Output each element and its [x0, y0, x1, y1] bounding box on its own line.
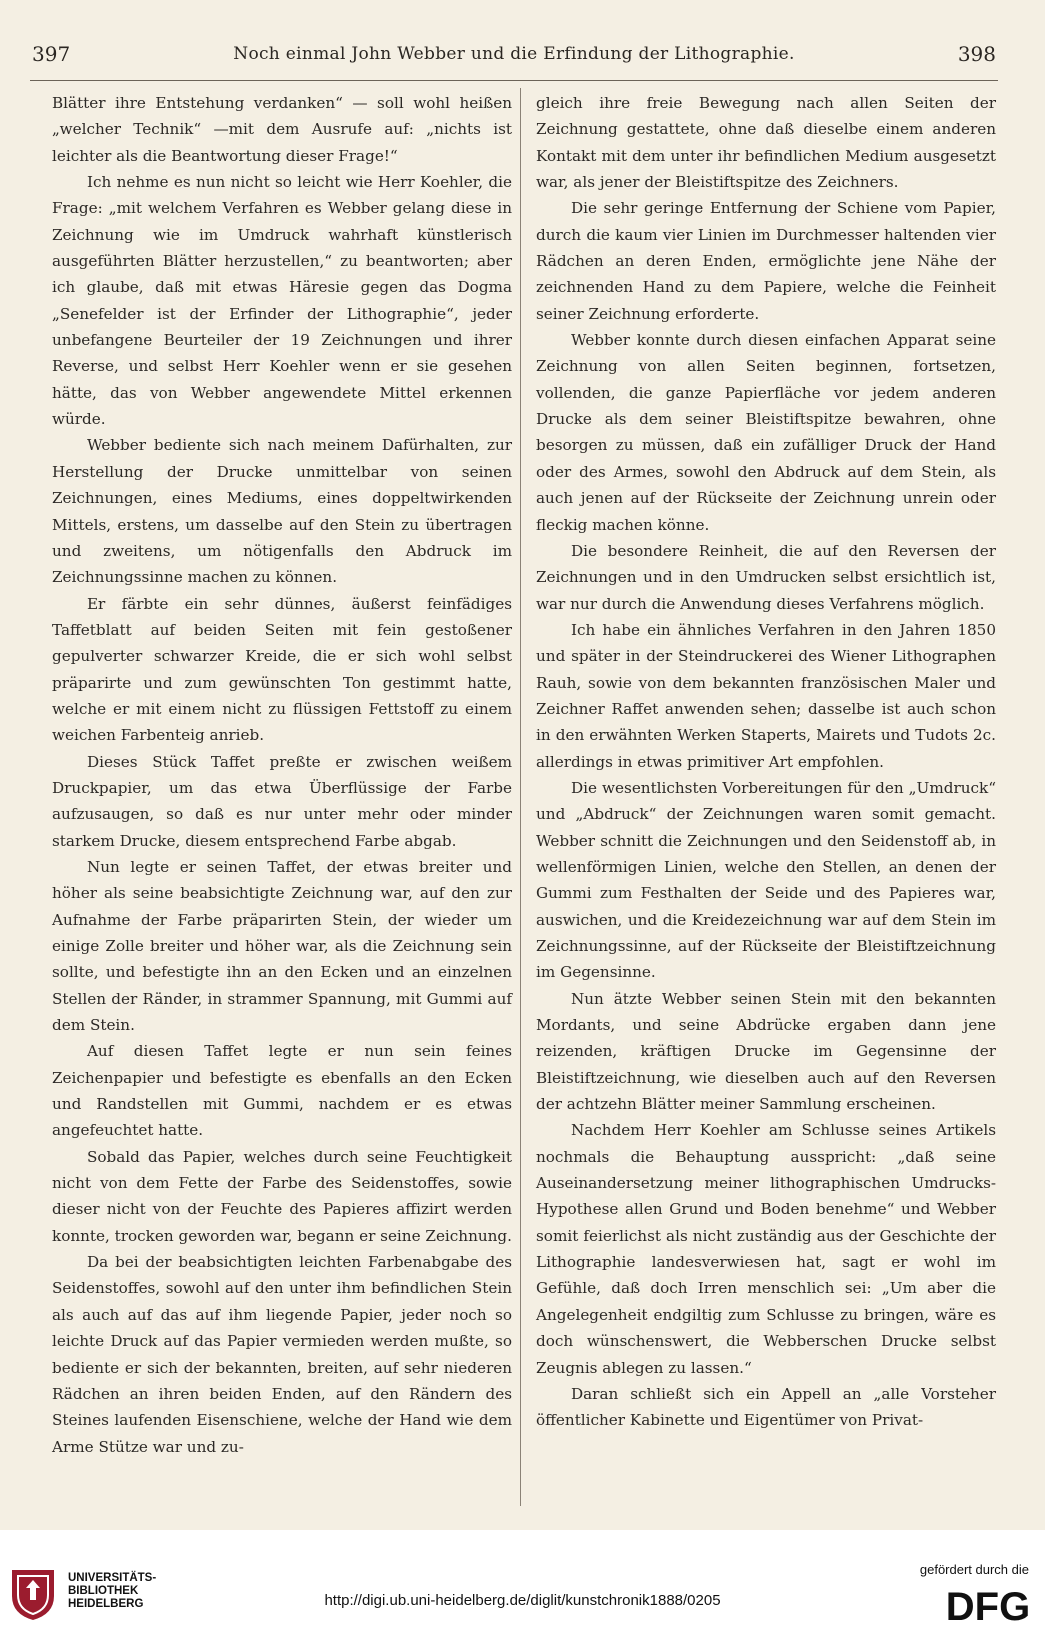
page-number-right: 398 — [957, 42, 996, 66]
page-number-left: 397 — [32, 42, 71, 66]
funding-note: gefördert durch die — [919, 1562, 1029, 1577]
column-divider — [520, 88, 521, 1506]
paragraph: Daran schließt sich ein Appell an „alle Vorsteher öffentlicher Kabinette und Eigentümer von Privat- — [536, 1384, 996, 1430]
paragraph: Auf diesen Taffet legte er nun sein feines Zeichenpapier und befestigte es ebenfalls an den Ecken und Randstellen mit Gummi, nachdem er es etwas angefeuchtet hatte. — [52, 1042, 512, 1140]
dfg-logo-text: DFG — [945, 1585, 1031, 1626]
running-title: Noch einmal John Webber und die Erfindung der Lithographie. — [233, 44, 795, 64]
source-url[interactable]: http://digi.ub.uni-heidelberg.de/diglit/kunstchronik1888/0205 — [324, 1592, 721, 1609]
right-column — [536, 90, 996, 1434]
running-head — [30, 38, 998, 68]
paragraph: Dieses Stück Taffet preßte er zwischen weißem Druckpapier, um das etwa Überflüssige der Farbe aufzusaugen, so daß es nur unter mehr oder minder starkem Drucke, diesem entsprechend Farbe abgab. — [52, 752, 512, 850]
paragraph: Blätter ihre Entstehung verdanken“ — soll wohl heißen „welcher Technik“ —mit dem Ausrufe auf: „nichts ist leichter als die Beantwortung dieser Frage!“ — [52, 94, 512, 165]
header-rule — [30, 80, 998, 81]
paragraph: Nachdem Herr Koehler am Schlusse seines Artikels nochmals die Behauptung ausspricht: „daß seine Auseinandersetzung meiner lithographischen Umdrucks-Hypothese allen Grund und Boden benehme“ und Webber somit feierlichst als nicht zuständig aus der Geschichte der Lithographie landesverwiesen hat, sagt er wohl im Gefühle, daß doch Irren menschlich sei: „Um aber die Angelegenheit endgiltig zum Schlusse zu bringen, wäre es doch wünschenswert, die Webberschen Drucke selbst Zeugnis ablegen zu lassen.“ — [536, 1121, 996, 1377]
paragraph: Die sehr geringe Entfernung der Schiene vom Papier, durch die kaum vier Linien im Durchmesser haltenden vier Rädchen an deren Enden, ermöglichte jene Nähe der zeichnenden Hand zu dem Papiere, welche die Feinheit seiner Zeichnung erforderte. — [536, 199, 996, 323]
paragraph: Nun legte er seinen Taffet, der etwas breiter und höher als seine beabsichtigte Zeichnung war, auf den zur Aufnahme der Farbe präparirten Stein, der wieder um einige Zolle breiter und höher war, als die Zeichnung sein sollte, und befestigte ihn an den Ecken und an einzelnen Stellen der Ränder, in strammer Spannung, mit Gummi auf dem Stein. — [52, 857, 512, 1035]
paragraph: Da bei der beabsichtigten leichten Farbenabgabe des Seidenstoffes, sowohl auf den unter ihm befindlichen Stein als auch auf das auf ihm liegende Papier, jeder noch so leichte Druck auf das Papier vermieden werden mußte, so bediente er sich der bekannten, breiten, auf sehr niederen Rädchen an ihren beiden Enden, auf den Rändern des Steines laufenden Eisenschiene, welche der Hand wie dem Arme Stütze war und zu- — [52, 1253, 512, 1456]
paragraph: Webber bediente sich nach meinem Dafürhalten, zur Herstellung der Drucke unmittelbar von seinen Zeichnungen, eines Mediums, eines doppeltwirkenden Mittels, erstens, um dasselbe auf den Stein zu übertragen und zweitens, um nötigenfalls den Abdruck im Zeichnungssinne machen zu können. — [52, 436, 512, 587]
paragraph: Sobald das Papier, welches durch seine Feuchtigkeit nicht von dem Fette der Farbe des Seidenstoffes, sowie dieser nicht von der Feuchte des Papieres affizirt werden konnte, trocken geworden war, begann er seine Zeichnung. — [52, 1147, 512, 1245]
paragraph: Nun ätzte Webber seinen Stein mit den bekannten Mordants, und seine Abdrücke ergaben dann jene reizenden, kräftigen Drucke im Gegensinne der Bleistiftzeichnung, wie dieselben auch auf den Reversen der achtzehn Blätter meiner Sammlung erscheinen. — [536, 989, 996, 1114]
paragraph: Er färbte ein sehr dünnes, äußerst feinfädiges Taffetblatt auf beiden Seiten mit fein gestoßener gepulverter schwarzer Kreide, die er sich wohl selbst präparirte und zum gewünschten Ton gestimmt hatte, welche er mit einem nicht zu flüssigen Fettstoff zu einem weichen Farbenteig anrieb. — [52, 594, 512, 745]
paragraph: gleich ihre freie Bewegung nach allen Seiten der Zeichnung gestattete, ohne daß dieselbe einem anderen Kontakt mit dem unter ihr befindlichen Medium ausgesetzt war, als jener der Bleistiftspitze des Zeichners. — [536, 94, 996, 192]
paragraph: Ich nehme es nun nicht so leicht wie Herr Koehler, die Frage: „mit welchem Verfahren es Webber gelang diese in Zeichnung wie im Umdruck wahrhaft künstlerisch ausgeführten Blätter herzustellen,“ zu beantworten; aber ich glaube, daß mit etwas Häresie gegen das Dogma „Senefelder ist der Erfinder der Lithographie“, jeder unbefangene Beurteiler der 19 Zeichnungen und ihrer Reverse, und selbst Herr Koehler wenn er sie gesehen hätte, das von Webber angewendete Mittel erkennen würde. — [52, 173, 512, 429]
institution-name: UNIVERSITÄTS- BIBLIOTHEK HEIDELBERG — [68, 1572, 157, 1610]
paragraph: Ich habe ein ähnliches Verfahren in den Jahren 1850 und später in der Steindruckerei des Wiener Lithographen Rauh, sowie von dem bekannten französischen Maler und Zeichner Raffet anwenden sehen; dasselbe ist auch schon in den erwähnten Werken Staperts, Mairets und Tudots 2c. allerdings in etwas primitiver Art empfohlen. — [536, 620, 996, 771]
dfg-logo[interactable] — [945, 1582, 1031, 1626]
paragraph: Die wesentlichsten Vorbereitungen für den „Umdruck“ und „Abdruck“ der Zeichnungen waren somit gemacht. Webber schnitt die Zeichnungen und den Seidenstoff ab, in wellenförmigen Linien, welche den Stellen, an denen der Gummi zum Festhalten der Seide und des Papieres war, auswichen, und die Kreidezeichnung war auf dem Stein im Zeichnungssinne, auf der Rückseite der Bleistiftzeichnung im Gegensinne. — [536, 778, 996, 982]
paragraph: Webber konnte durch diesen einfachen Apparat seine Zeichnung von allen Seiten beginnen, fortsetzen, vollenden, die ganze Papierfläche vor jedem anderen Drucke als dem seiner Bleistiftspitze bewahren, ohne besorgen zu müssen, daß ein zufälliger Druck der Hand oder des Armes, sowohl den Abdruck auf dem Stein, als auch jenen auf der Rückseite der Zeichnung unrein oder fleckig machen könne. — [536, 331, 996, 534]
digitization-footer — [0, 1530, 1045, 1651]
left-column — [52, 90, 512, 1460]
paragraph: Die besondere Reinheit, die auf den Reversen der Zeichnungen und in den Umdrucken selbst ersichtlich ist, war nur durch die Anwendung dieses Verfahrens möglich. — [536, 541, 996, 613]
